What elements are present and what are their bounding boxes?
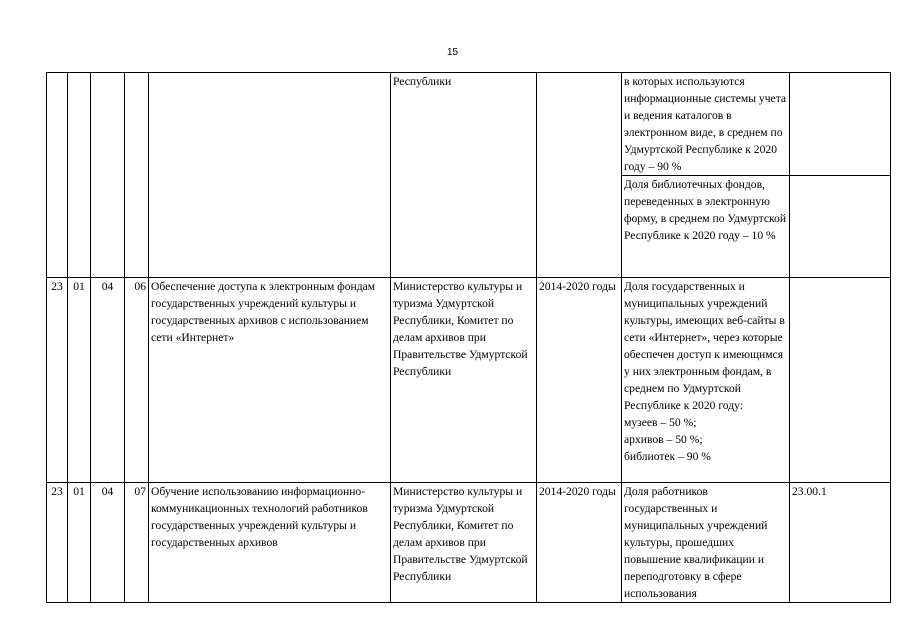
table-row [47,483,891,603]
indicator-link: 23.00.1 [790,483,891,603]
om-code: 04 [91,278,125,483]
indicator-link [790,278,891,483]
m-code: 07 [125,483,149,603]
program-measures-table [46,72,891,603]
page-number: 15 [446,47,459,58]
measure-name: Обучение использованию информационно-коммуникационных технологий работников государственных учреждений культуры и государственных архивов [149,483,391,603]
indicator-text: в которых используются информационные системы учета и ведения каталогов в электронном виде, в среднем по Удмуртской Республике к 2020 году – 90 % [624,75,787,173]
period: 2014-2020 годы [537,483,622,603]
indicator-line: Доля государственных и муниципальных учреждений культуры, имеющих веб-сайты в сети «Интернет», через которые обеспечен доступ к имеющимся у них электронным фондам, в среднем по Удмуртской Республике к 2020 году: [624,280,785,412]
indicator-line: Доля работников государственных и муниципальных учреждений культуры, прошедших повышение квалификации и переподготовку в сфере использования [624,485,768,600]
om-cell [91,73,125,278]
indicator [622,278,790,483]
link-cell [790,73,891,278]
link-part [790,175,890,176]
measure-name-cell [149,73,391,278]
period-cell [537,73,622,278]
gp-code: 23 [47,483,68,603]
indicator-line: библиотек – 90 % [624,450,711,463]
continuation-row [47,73,891,278]
indicator [622,483,790,603]
pp-code: 01 [68,278,91,483]
executor: Министерство культуры и туризма Удмуртской Республики, Комитет по делам архивов при Правительстве Удмуртской Республики [391,278,537,483]
gp-cell [47,73,68,278]
pp-code: 01 [68,483,91,603]
measure-name: Обеспечение доступа к электронным фондам государственных учреждений культуры и государственных архивов с использованием сети «Интернет» [149,278,391,483]
executor-cell: Республики [391,73,537,278]
indicator-line: архивов – 50 %; [624,433,703,446]
m-cell [125,73,149,278]
indicator-cell [622,73,790,278]
link-part [790,73,890,175]
executor: Министерство культуры и туризма Удмуртской Республики, Комитет по делам архивов при Правительстве Удмуртской Республики [391,483,537,603]
om-code: 04 [91,483,125,603]
gp-code: 23 [47,278,68,483]
indicator-text: Доля библиотечных фондов, переведенных в электронную форму, в среднем по Удмуртской Республике к 2020 году – 10 % [622,175,789,244]
pp-cell [68,73,91,278]
period: 2014-2020 годы [537,278,622,483]
table-row [47,278,891,483]
m-code: 06 [125,278,149,483]
indicator-line: музеев – 50 %; [624,416,697,429]
